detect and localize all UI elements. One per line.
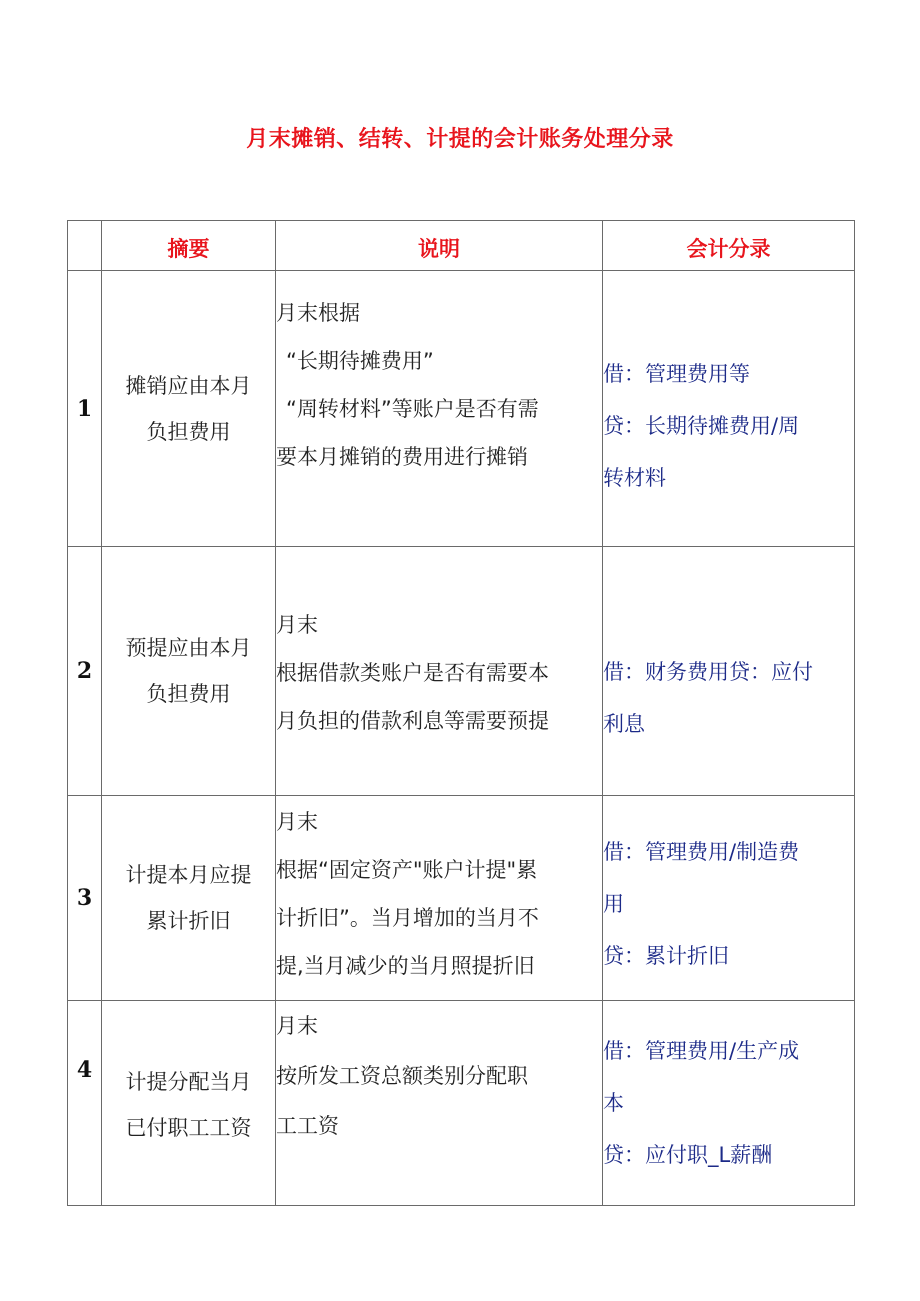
row-summary bbox=[102, 1001, 276, 1206]
summary-line: 摊销应由本月 bbox=[125, 373, 252, 398]
summary-line: 负担费用 bbox=[146, 419, 231, 444]
accounting-entries-table bbox=[67, 220, 855, 1206]
description-line: “周转材料”等账户是否有需 bbox=[286, 397, 539, 421]
summary-line: 已付职工工资 bbox=[125, 1116, 252, 1140]
row-description bbox=[276, 271, 603, 547]
entry-line: 借：财务费用贷：应付 bbox=[603, 660, 813, 684]
description-line: 根据借款类账户是否有需要本 bbox=[276, 661, 549, 685]
description-line: 工工资 bbox=[276, 1114, 339, 1138]
entry-line: 借：管理费用/制造费 bbox=[603, 840, 800, 864]
entry-line: 借：管理费用等 bbox=[603, 361, 750, 386]
description-line: “长期待摊费用” bbox=[286, 349, 434, 373]
row-number: 4 bbox=[68, 1001, 102, 1206]
description-line: 提,当月减少的当月照提折旧 bbox=[276, 954, 535, 978]
description-line: 月末 bbox=[276, 613, 318, 637]
row-summary bbox=[102, 271, 276, 547]
row-description bbox=[276, 547, 603, 796]
table-row bbox=[68, 271, 855, 547]
entry-line: 本 bbox=[603, 1091, 624, 1115]
description-line: 根据“固定资产"账户计提"累 bbox=[276, 858, 538, 882]
entry-line: 贷：应付职_L薪酬 bbox=[603, 1143, 773, 1167]
table-row bbox=[68, 796, 855, 1001]
entry-line: 利息 bbox=[603, 712, 645, 736]
row-summary bbox=[102, 796, 276, 1001]
header-number bbox=[68, 221, 102, 271]
summary-line: 计提分配当月 bbox=[125, 1070, 252, 1094]
description-line: 月末 bbox=[276, 810, 318, 834]
description-line: 要本月摊销的费用进行摊销 bbox=[276, 445, 528, 469]
description-line: 月负担的借款利息等需要预提 bbox=[276, 709, 549, 733]
row-number: 3 bbox=[68, 796, 102, 1001]
row-number: 1 bbox=[68, 271, 102, 547]
entry-line: 贷：累计折旧 bbox=[603, 944, 729, 968]
row-entry bbox=[603, 796, 855, 1001]
entry-line: 贷：长期待摊费用/周 bbox=[603, 413, 800, 438]
summary-line: 累计折旧 bbox=[146, 909, 231, 933]
entry-line: 用 bbox=[603, 892, 624, 916]
row-summary bbox=[102, 547, 276, 796]
summary-line: 预提应由本月 bbox=[125, 636, 252, 660]
description-line: 计折旧”。当月增加的当月不 bbox=[276, 906, 539, 930]
page-title: 月末摊销、结转、计提的会计账务处理分录 bbox=[246, 127, 674, 152]
row-entry bbox=[603, 547, 855, 796]
table-header-row bbox=[68, 221, 855, 271]
header-entry: 会计分录 bbox=[603, 221, 855, 271]
entry-line: 借：管理费用/生产成 bbox=[603, 1039, 800, 1063]
row-entry bbox=[603, 1001, 855, 1206]
header-description: 说明 bbox=[276, 221, 603, 271]
row-description bbox=[276, 796, 603, 1001]
entry-line: 转材料 bbox=[603, 465, 666, 490]
description-line: 月末根据 bbox=[276, 301, 360, 325]
summary-line: 计提本月应提 bbox=[125, 863, 252, 887]
table-row bbox=[68, 1001, 855, 1206]
row-entry bbox=[603, 271, 855, 547]
row-description bbox=[276, 1001, 603, 1206]
description-line: 按所发工资总额类别分配职 bbox=[276, 1064, 528, 1088]
row-number: 2 bbox=[68, 547, 102, 796]
description-line: 月末 bbox=[276, 1014, 318, 1038]
table-row bbox=[68, 547, 855, 796]
summary-line: 负担费用 bbox=[146, 682, 231, 706]
header-summary: 摘要 bbox=[102, 221, 276, 271]
